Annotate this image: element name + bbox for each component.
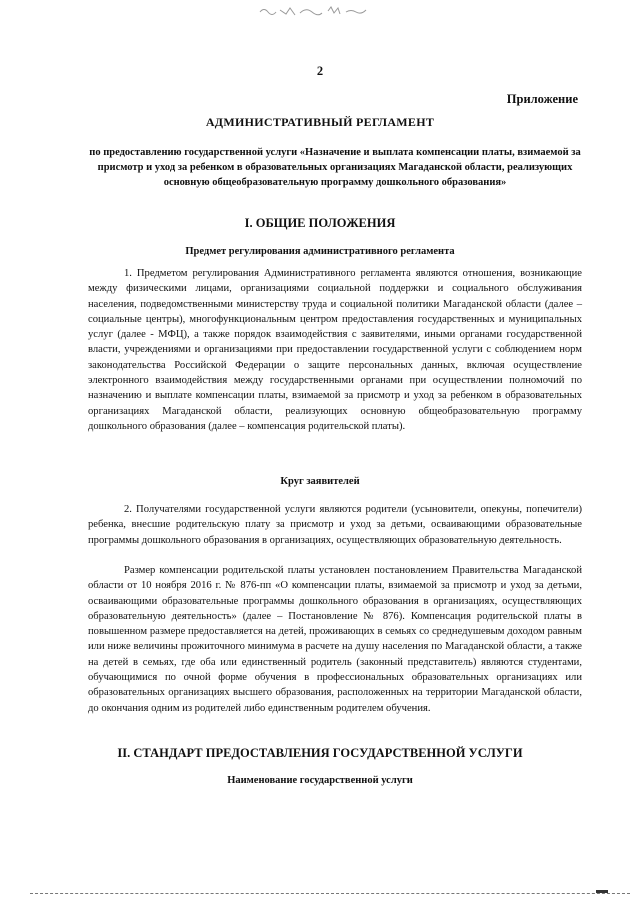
page-bottom-mark [596,890,608,893]
paragraph-1: 1. Предметом регулирования Административного регламента являются отношения, возникающие между физическими лицами, организациями социальной поддержки и социального обслуживания населения, подведомственными министерству труда и социальной политики Магаданской области (далее – социальные центры), многофункциональным центром предоставления государственных и муниципальных услуг (далее - МФЦ), а также порядок взаимодействия с заявителями, иными органами государственной власти, учреждениями и организациями при предоставлении государственной услуги с соблюдением норм законодательства Российской Федерации о защите персональных данных, включая осуществление электронного взаимодействия между государственными органами при осуществлении полномочий по назначению и выплате компенсации платы, взимаемой за присмотр и уход за ребенком в образовательных организациях Магаданской области, реализующих основную общеобразовательную программу дошкольного образования (далее – компенсация родительской платы). [88,268,582,432]
appendix-label: Приложение [506,92,578,106]
section-2-subheading-service-name: Наименование государственной услуги [227,775,413,786]
section-1-subheading-applicants: Круг заявителей [280,476,360,487]
section-1-subheading-subject: Предмет регулирования административного регламента [185,246,455,257]
scan-noise-mark [258,4,368,18]
paragraph-3: Размер компенсации родительской платы установлен постановлением Правительства Магаданской области от 10 ноября 2016 г. № 876-пп «О компенсации платы, взимаемой за присмотр и уход за детьми, осваивающими образовательные программы дошкольного образования в организациях, осуществляющих образовательную деятельность» (далее – Постановление № 876). Компенсация родительской платы в повышенном размере предоставляется на детей, проживающих в семьях со среднедушевым доходом равным или ниже величины прожиточного минимума в расчете на душу населения по Магаданской области, а также на детей в семьях, где оба или единственный родитель (законный представитель) являются студентами, обучающимися по очной форме обучения в профессиональных образовательных организациях или образовательных организациях высшего образования, расположенных на территории Магаданской области, до окончания одним из родителей либо единственным родителем обучения. [88,565,582,714]
document-title: АДМИНИСТРАТИВНЫЙ РЕГЛАМЕНТ [205,115,435,129]
section-2-heading: II. СТАНДАРТ ПРЕДОСТАВЛЕНИЯ ГОСУДАРСТВЕННОЙ УСЛУГИ [117,746,523,760]
paragraph-2: 2. Получателями государственной услуги являются родители (усыновители, опекуны, попечители) ребенка, внесшие родительскую плату за присмотр и уход за детьми, осваивающими образовательные программы дошкольного образования в организациях, осуществляющих образовательную деятельность. [88,504,582,546]
document-subtitle: по предоставлению государственной услуги «Назначение и выплата компенсации платы, взимаемой за присмотр и уход за ребенком в образовательных организациях Магаданской области, реализующих основную общеобразовательную программу дошкольного образования» [89,147,581,189]
section-1-heading: I. ОБЩИЕ ПОЛОЖЕНИЯ [244,216,396,230]
page-bottom-divider [30,893,630,894]
page-number: 2 [316,64,324,78]
